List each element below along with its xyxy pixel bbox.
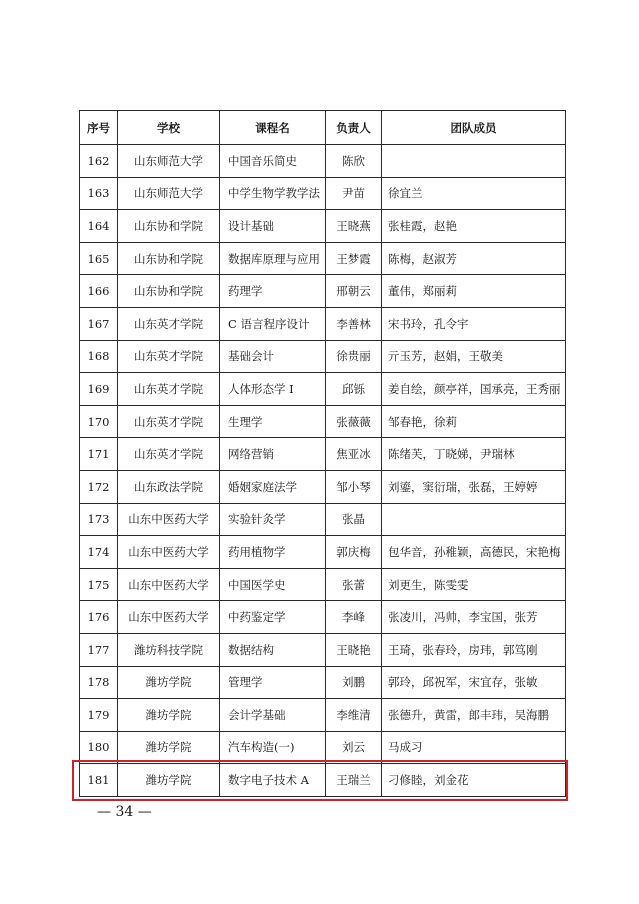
course-cell: 药理学 — [220, 275, 326, 308]
table-row — [80, 177, 566, 210]
school-cell: 潍坊学院 — [118, 764, 220, 797]
serial-cell: 181 — [80, 764, 118, 797]
serial-cell: 168 — [80, 340, 118, 373]
school-cell: 潍坊科技学院 — [118, 633, 220, 666]
lead-cell: 王晓燕 — [326, 210, 382, 243]
table-row — [80, 568, 566, 601]
serial-cell: 175 — [80, 568, 118, 601]
lead-cell: 郭庆梅 — [326, 536, 382, 569]
team-cell: 邹春艳，徐莉 — [382, 405, 566, 438]
lead-cell: 陈欣 — [326, 145, 382, 178]
lead-cell: 王瑞兰 — [326, 764, 382, 797]
page-number: — 34 — — [97, 804, 152, 820]
team-cell: 陈梅，赵淑芳 — [382, 242, 566, 275]
serial-cell: 178 — [80, 666, 118, 699]
serial-cell: 174 — [80, 536, 118, 569]
course-cell: 药用植物学 — [220, 536, 326, 569]
course-table — [79, 110, 566, 797]
table-row — [80, 666, 566, 699]
team-cell: 亓玉芳，赵娟，王敬美 — [382, 340, 566, 373]
table-row — [80, 145, 566, 178]
school-cell: 山东英才学院 — [118, 405, 220, 438]
course-cell: 中药鉴定学 — [220, 601, 326, 634]
course-cell: 婚姻家庭法学 — [220, 470, 326, 503]
course-cell: 中国医学史 — [220, 568, 326, 601]
course-cell: 中学生物学教学法 — [220, 177, 326, 210]
course-cell: 会计学基础 — [220, 699, 326, 732]
header-team: 团队成员 — [382, 111, 566, 145]
lead-cell: 王梦霞 — [326, 242, 382, 275]
course-cell: 汽车构造(一) — [220, 731, 326, 764]
table-row — [80, 601, 566, 634]
school-cell: 山东中医药大学 — [118, 536, 220, 569]
team-cell: 张德升，黄雷，郎丰玮，吴海鹏 — [382, 699, 566, 732]
lead-cell: 刘鹏 — [326, 666, 382, 699]
highlight-box — [72, 760, 568, 801]
school-cell: 山东政法学院 — [118, 470, 220, 503]
table-row — [80, 307, 566, 340]
lead-cell: 张晶 — [326, 503, 382, 536]
serial-cell: 167 — [80, 307, 118, 340]
table-row — [80, 340, 566, 373]
table-row — [80, 699, 566, 732]
school-cell: 潍坊学院 — [118, 731, 220, 764]
serial-cell: 176 — [80, 601, 118, 634]
school-cell: 山东协和学院 — [118, 210, 220, 243]
course-cell: C 语言程序设计 — [220, 307, 326, 340]
lead-cell: 刘云 — [326, 731, 382, 764]
header-course: 课程名 — [220, 111, 326, 145]
school-cell: 山东协和学院 — [118, 242, 220, 275]
school-cell: 山东英才学院 — [118, 307, 220, 340]
course-cell: 管理学 — [220, 666, 326, 699]
course-cell: 数据库原理与应用 — [220, 242, 326, 275]
table-row — [80, 503, 566, 536]
serial-cell: 173 — [80, 503, 118, 536]
table-row — [80, 438, 566, 471]
serial-cell: 170 — [80, 405, 118, 438]
lead-cell: 李峰 — [326, 601, 382, 634]
team-cell: 陈绪芙，丁晓娣，尹瑞林 — [382, 438, 566, 471]
team-cell: 包华音，孙稚颖，高德民，宋艳梅 — [382, 536, 566, 569]
header-school: 学校 — [118, 111, 220, 145]
table-row — [80, 405, 566, 438]
lead-cell: 王晓艳 — [326, 633, 382, 666]
serial-cell: 164 — [80, 210, 118, 243]
lead-cell: 邢朝云 — [326, 275, 382, 308]
serial-cell: 169 — [80, 373, 118, 406]
school-cell: 山东英才学院 — [118, 340, 220, 373]
serial-cell: 166 — [80, 275, 118, 308]
table-row — [80, 373, 566, 406]
school-cell: 山东师范大学 — [118, 145, 220, 178]
serial-cell: 165 — [80, 242, 118, 275]
table-row — [80, 536, 566, 569]
team-cell: 张凌川，冯帅，李宝国，张芳 — [382, 601, 566, 634]
course-cell: 数字电子技术 A — [220, 764, 326, 797]
team-cell — [382, 503, 566, 536]
school-cell: 山东英才学院 — [118, 438, 220, 471]
course-cell: 数据结构 — [220, 633, 326, 666]
team-cell: 刘更生，陈雯雯 — [382, 568, 566, 601]
school-cell: 山东师范大学 — [118, 177, 220, 210]
team-cell: 徐宜兰 — [382, 177, 566, 210]
table-row — [80, 633, 566, 666]
school-cell: 潍坊学院 — [118, 666, 220, 699]
lead-cell: 邹小琴 — [326, 470, 382, 503]
school-cell: 山东中医药大学 — [118, 503, 220, 536]
school-cell: 山东协和学院 — [118, 275, 220, 308]
lead-cell: 邱铄 — [326, 373, 382, 406]
team-cell: 姜自绘，颜亭祥，国承亮，王秀丽 — [382, 373, 566, 406]
team-cell — [382, 145, 566, 178]
course-cell: 基础会计 — [220, 340, 326, 373]
team-cell: 刘鎏，窦衍瑞，张磊，王婷婷 — [382, 470, 566, 503]
team-cell: 张桂霞，赵艳 — [382, 210, 566, 243]
team-cell: 郭玲，邱祝军，宋宜存，张敏 — [382, 666, 566, 699]
serial-cell: 162 — [80, 145, 118, 178]
table-header-row — [80, 111, 566, 145]
header-serial: 序号 — [80, 111, 118, 145]
lead-cell: 李善林 — [326, 307, 382, 340]
table-row — [80, 275, 566, 308]
lead-cell: 张蕾 — [326, 568, 382, 601]
course-cell: 生理学 — [220, 405, 326, 438]
school-cell: 山东中医药大学 — [118, 601, 220, 634]
serial-cell: 163 — [80, 177, 118, 210]
school-cell: 潍坊学院 — [118, 699, 220, 732]
serial-cell: 179 — [80, 699, 118, 732]
serial-cell: 177 — [80, 633, 118, 666]
header-lead: 负责人 — [326, 111, 382, 145]
school-cell: 山东英才学院 — [118, 373, 220, 406]
serial-cell: 180 — [80, 731, 118, 764]
serial-cell: 171 — [80, 438, 118, 471]
lead-cell: 张薇薇 — [326, 405, 382, 438]
team-cell: 董伟，郑丽莉 — [382, 275, 566, 308]
table-row — [80, 731, 566, 764]
table-row — [80, 210, 566, 243]
course-cell: 人体形态学 I — [220, 373, 326, 406]
course-cell: 中国音乐简史 — [220, 145, 326, 178]
course-cell: 设计基础 — [220, 210, 326, 243]
team-cell: 宋书玲，孔令宇 — [382, 307, 566, 340]
lead-cell: 焦亚冰 — [326, 438, 382, 471]
table-row — [80, 242, 566, 275]
lead-cell: 李维清 — [326, 699, 382, 732]
team-cell: 王琦，张春玲，房玮，郭笃刚 — [382, 633, 566, 666]
serial-cell: 172 — [80, 470, 118, 503]
team-cell: 马成习 — [382, 731, 566, 764]
table-row — [80, 470, 566, 503]
lead-cell: 徐贵丽 — [326, 340, 382, 373]
school-cell: 山东中医药大学 — [118, 568, 220, 601]
course-cell: 网络营销 — [220, 438, 326, 471]
lead-cell: 尹苗 — [326, 177, 382, 210]
course-cell: 实验针灸学 — [220, 503, 326, 536]
team-cell: 刁修睦，刘金花 — [382, 764, 566, 797]
